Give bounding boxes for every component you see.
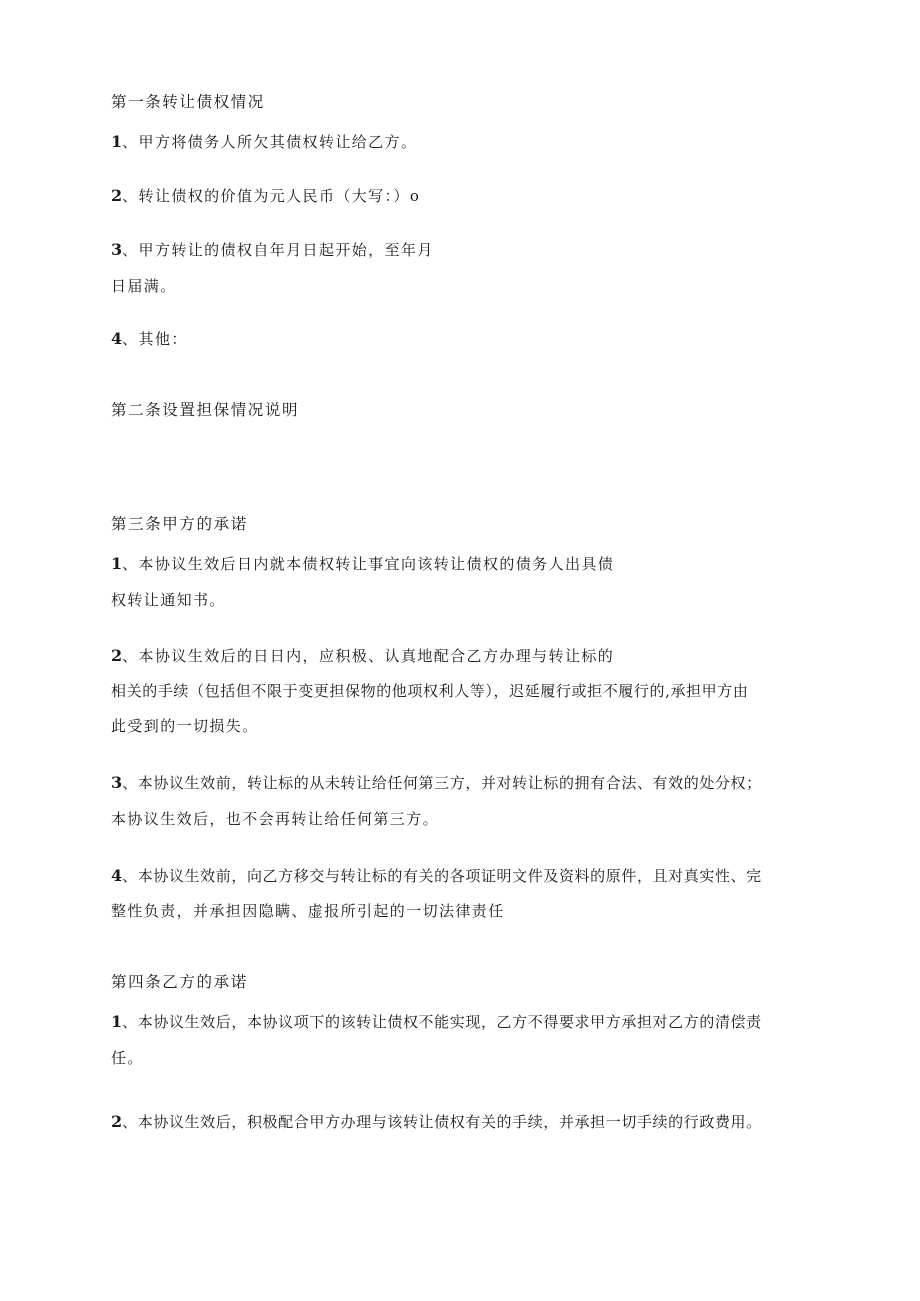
item-number: 3 bbox=[111, 240, 123, 259]
item-text: 、本协议生效后，积极配合甲方办理与该转让债权有关的手续，并承担一切手续的行政费用。 bbox=[122, 1113, 762, 1131]
item-text: 、本协议生效后的日日内，应积极、认真地配合乙方办理与转让标的 bbox=[122, 647, 615, 665]
item-number: 2 bbox=[111, 646, 123, 665]
article-2-title: 第二条设置担保情况说明 bbox=[111, 401, 300, 419]
item-text: 、本协议生效前，向乙方移交与转让标的有关的各项证明文件及资料的原件，且对真实性、完 bbox=[122, 867, 762, 885]
item-number: 1 bbox=[111, 554, 123, 573]
article-1-item-2 bbox=[111, 186, 420, 206]
item-text: 、本协议生效后，本协议项下的该转让债权不能实现，乙方不得要求甲方承担对乙方的清偿责 bbox=[122, 1013, 762, 1031]
item-number: 4 bbox=[111, 866, 123, 885]
item-number: 3 bbox=[111, 773, 123, 792]
article-1-item-1 bbox=[111, 132, 417, 152]
item-number: 2 bbox=[111, 186, 123, 205]
article-3-item-3 bbox=[111, 773, 762, 793]
article-1-item-3-continuation: 日届满。 bbox=[111, 277, 177, 295]
item-number: 4 bbox=[111, 329, 123, 348]
article-3-item-1 bbox=[111, 554, 614, 574]
article-3-item-4-continuation: 整性负责，并承担因隐瞒、虚报所引起的一切法律责任 bbox=[111, 902, 505, 920]
item-number: 2 bbox=[111, 1112, 123, 1131]
article-3-item-2-continuation-2: 此受到的一切损失。 bbox=[111, 717, 259, 735]
item-text: 、转让债权的价值为元人民币（大写：）o bbox=[122, 187, 421, 205]
article-3-item-2 bbox=[111, 646, 614, 666]
item-number: 1 bbox=[111, 132, 123, 151]
article-1-title: 第一条转让债权情况 bbox=[111, 93, 265, 111]
item-text: 、甲方将债务人所欠其债权转让给乙方。 bbox=[122, 133, 418, 151]
item-text: 、其他： bbox=[122, 330, 188, 348]
article-4-item-2 bbox=[111, 1112, 762, 1132]
article-4-title: 第四条乙方的承诺 bbox=[111, 973, 248, 991]
item-number: 1 bbox=[111, 1012, 123, 1031]
article-3-title: 第三条甲方的承诺 bbox=[111, 515, 248, 533]
article-4-item-1-continuation: 任。 bbox=[111, 1049, 144, 1067]
article-1-item-4 bbox=[111, 329, 188, 349]
item-text: 、本协议生效前，转让标的从未转让给任何第三方，并对转让标的拥有合法、有效的处分权； bbox=[122, 774, 762, 792]
item-text: 、甲方转让的债权自年月日起开始，至年月 bbox=[122, 241, 434, 259]
article-4-item-1 bbox=[111, 1012, 762, 1032]
article-3-item-1-continuation: 权转让通知书。 bbox=[111, 591, 226, 609]
article-3-item-2-continuation: 相关的手续（包括但不限于变更担保物的他项权利人等），迟延履行或拒不履行的,承担甲方由 bbox=[111, 682, 749, 700]
article-1-item-3 bbox=[111, 240, 434, 260]
article-3-item-3-continuation: 本协议生效后，也不会再转让给任何第三方。 bbox=[111, 810, 440, 828]
item-text: 、本协议生效后日内就本债权转让事宜向该转让债权的债务人出具债 bbox=[122, 555, 615, 573]
article-3-item-4 bbox=[111, 866, 762, 886]
